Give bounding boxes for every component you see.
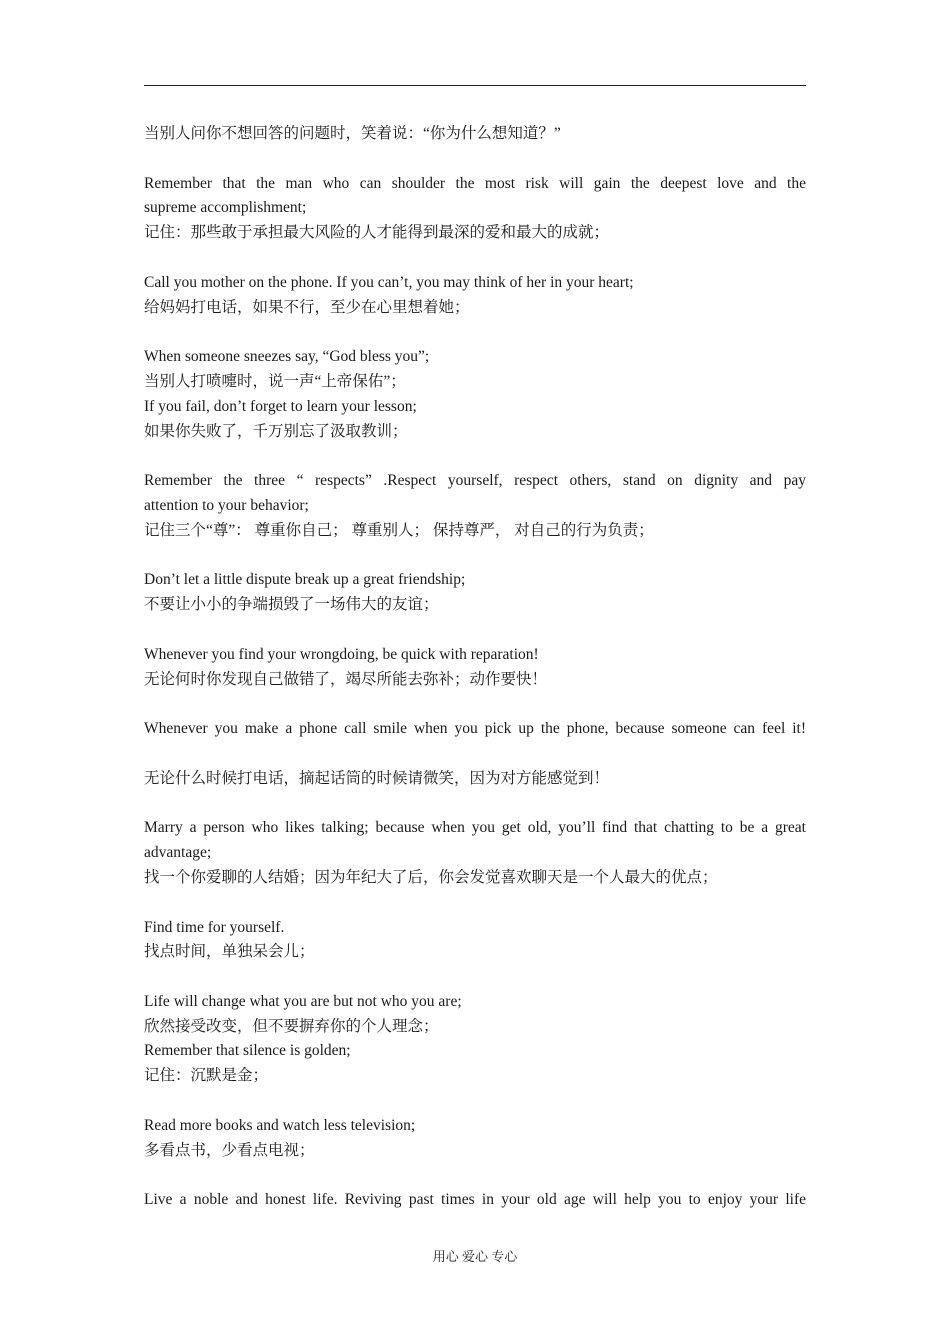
text-line: 找一个你爱聊的人结婚；因为年纪大了后，你会发觉喜欢聊天是一个人最大的优点；	[144, 868, 718, 886]
text-line: 给妈妈打电话，如果不行，至少在心里想着她；	[144, 298, 470, 316]
blank-line	[144, 320, 806, 345]
text-line: Don’t let a little dispute break up a great friendship;	[144, 571, 466, 589]
text-line: Life will change what you are but not who you are;	[144, 992, 462, 1010]
text-line: When someone sneezes say, “God bless you”;	[144, 348, 430, 366]
blank-line	[144, 246, 806, 271]
text-line: 无论什么时候打电话，摘起话筒的时候请微笑，因为对方能感觉到！	[144, 769, 610, 787]
document-body	[144, 122, 806, 1213]
text-line: Remember that the man who can shoulder the most risk will gain the deepest love and the	[144, 174, 806, 192]
text-line: Whenever you make a phone call smile when you pick up the phone, because someone can feel it!	[144, 720, 806, 738]
text-line: 如果你失败了，千万别忘了汲取教训；	[144, 422, 408, 440]
text-line: Call you mother on the phone. If you can’t, you may think of her in your heart;	[144, 273, 634, 291]
text-line: advantage;	[144, 844, 212, 862]
text-line: 无论何时你发现自己做错了，竭尽所能去弥补；动作要快！	[144, 670, 548, 688]
blank-line	[144, 1163, 806, 1188]
blank-line	[144, 742, 806, 767]
text-line: Remember the three “ respects” .Respect yourself, respect others, stand on dignity and pay	[144, 472, 806, 490]
text-line: Read more books and watch less television;	[144, 1116, 416, 1134]
text-line: 记住：那些敢于承担最大风险的人才能得到最深的爱和最大的成就；	[144, 224, 610, 242]
blank-line	[144, 965, 806, 990]
header-rule	[144, 85, 806, 86]
text-line: supreme accomplishment;	[144, 199, 307, 217]
blank-line	[144, 147, 806, 172]
text-line: 当别人打喷嚏时，说一声“上帝保佑”；	[144, 372, 406, 390]
text-line: 当别人问你不想回答的问题时，笑着说：“你为什么想知道？”	[144, 125, 561, 142]
blank-line	[144, 618, 806, 643]
blank-line	[144, 1089, 806, 1114]
text-line: Find time for yourself.	[144, 918, 285, 936]
text-line: 记住：沉默是金；	[144, 1067, 269, 1085]
text-line: 多看点书，少看点电视；	[144, 1141, 315, 1159]
text-line: attention to your behavior;	[144, 496, 309, 514]
text-line: Remember that silence is golden;	[144, 1042, 351, 1060]
text-line: Live a noble and honest life. Reviving past times in your old age will help you to enjoy your life	[144, 1191, 806, 1209]
blank-line	[144, 544, 806, 569]
text-line: 找点时间，单独呆会儿；	[144, 943, 315, 961]
text-line: 欣然接受改变，但不要摒弃你的个人理念；	[144, 1017, 439, 1035]
blank-line	[144, 792, 806, 817]
text-line: 不要让小小的争端损毁了一场伟大的友谊；	[144, 596, 439, 614]
text-line: 记住三个“尊”： 尊重你自己； 尊重别人； 保持尊严， 对自己的行为负责；	[144, 521, 654, 539]
blank-line	[144, 444, 806, 469]
text-line: Marry a person who likes talking; because when you get old, you’ll find that chatting to be a great	[144, 819, 806, 837]
blank-line	[144, 891, 806, 916]
blank-line	[144, 692, 806, 717]
text-line: Whenever you find your wrongdoing, be quick with reparation!	[144, 645, 539, 663]
page-footer: 用心 爱心 专心	[432, 1249, 518, 1264]
text-line: If you fail, don’t forget to learn your lesson;	[144, 397, 417, 415]
